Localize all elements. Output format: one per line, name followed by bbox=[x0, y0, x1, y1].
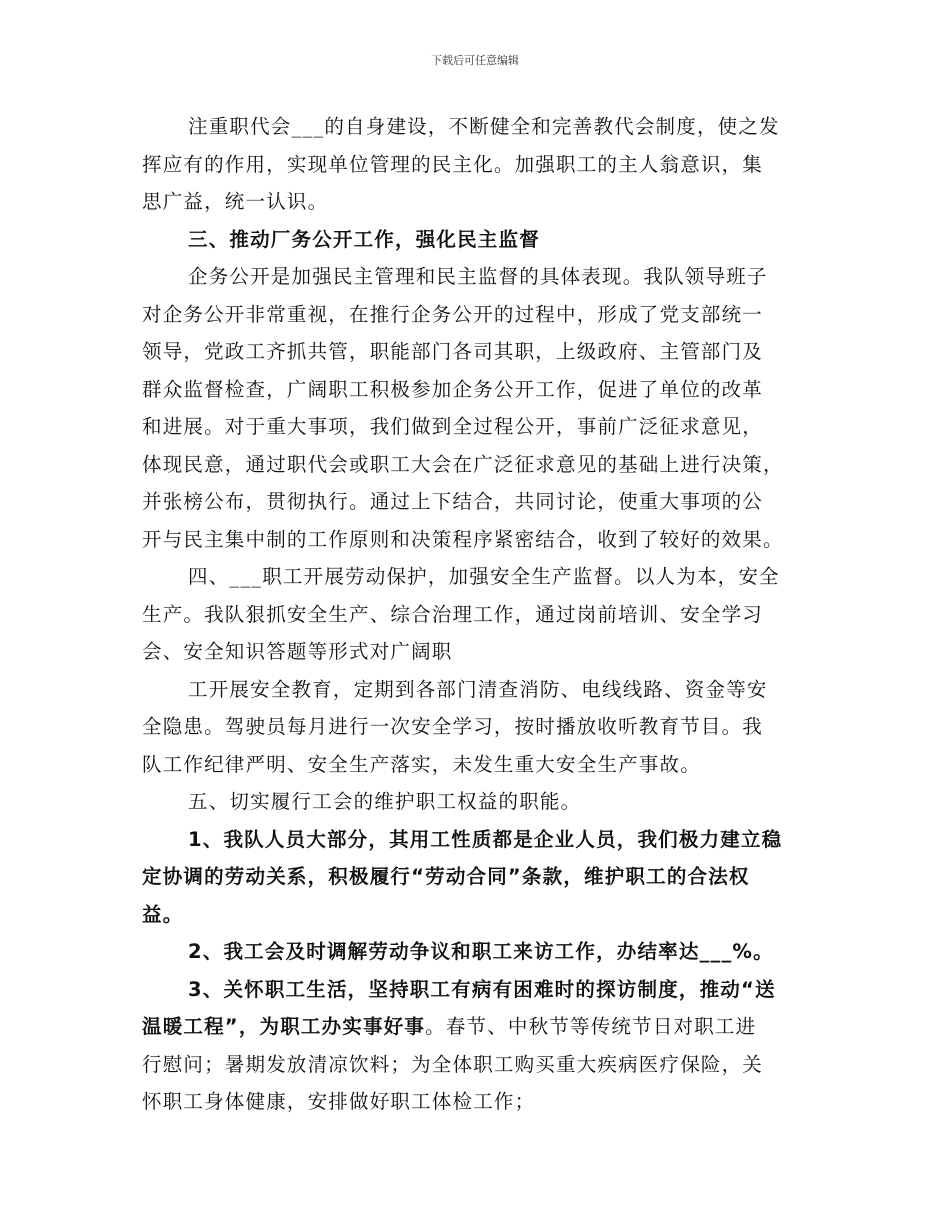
text-line: 企务公开是加强民主管理和民主监督的具体表现。我队领导班子 bbox=[188, 265, 768, 288]
text-line: 工开展安全教育，定期到各部门清查消防、电线线路、资金等安 bbox=[188, 677, 768, 701]
text-line: 3、关怀职工生活，坚持职工有病有困难时的探访制度，推动“送 bbox=[188, 977, 776, 1001]
paragraph-1 bbox=[142, 108, 808, 221]
item-1 bbox=[142, 821, 808, 934]
text-line: 益。 bbox=[142, 902, 184, 926]
plain-text: 。春节、中秋节等传统节日对职工进 bbox=[425, 1015, 757, 1038]
text-line: 1、我队人员大部分，其用工性质都是企业人员，我们极力建立稳 bbox=[188, 827, 783, 851]
item-2 bbox=[142, 933, 808, 971]
text-line: 和进展。对于重大事项，我们做到全过程公开，事前广泛征求意见， bbox=[142, 415, 764, 438]
text-line: 并张榜公布，贯彻执行。通过上下结合，共同讨论，使重大事项的公 bbox=[142, 490, 764, 513]
text-line: 行慰问；暑期发放清凉饮料；为全体职工购买重大疾病医疗保险，关 bbox=[142, 1052, 764, 1076]
text-line: 注重职代会___的自身建设，不断健全和完善教代会制度，使之发 bbox=[188, 115, 780, 138]
text-line: 2、我工会及时调解劳动争议和职工来访工作，办结率达___%。 bbox=[188, 940, 774, 963]
text-line: 怀职工身体健康，安排做好职工体检工作； bbox=[142, 1090, 536, 1113]
text-line: 生产。我队狠抓安全生产、综合治理工作，通过岗前培训、安全学习 bbox=[142, 602, 764, 626]
text-line: 体现民意，通过职代会或职工大会在广泛征求意见的基础上进行决策， bbox=[142, 452, 784, 476]
heading-text: 三、推动厂务公开工作，强化民主监督 bbox=[188, 227, 540, 251]
paragraph-4 bbox=[142, 671, 808, 784]
section-heading-5 bbox=[142, 783, 808, 821]
page-header: 下载后可任意编辑 bbox=[431, 54, 519, 67]
text-line: 领导，党政工齐抓共管，职能部门各司其职，上级政府、主管部门及 bbox=[142, 340, 764, 363]
text-line: 队工作纪律严明、安全生产落实，未发生重大安全生产事故。 bbox=[142, 752, 701, 776]
section-heading-3 bbox=[142, 221, 808, 259]
text-line: 思广益，统一认识。 bbox=[142, 190, 329, 213]
item-3 bbox=[142, 971, 808, 1121]
bold-text: 温暖工程”，为职工办实事好事 bbox=[142, 1015, 426, 1038]
text-line: 四、___职工开展劳动保护，加强安全生产监督。以人为本，安全 bbox=[188, 565, 780, 588]
paragraph-2 bbox=[142, 258, 808, 558]
text-line-mixed bbox=[142, 1008, 808, 1046]
document-body bbox=[142, 108, 808, 1121]
text-line: 定协调的劳动关系，积极履行“劳动合同”条款，维护职工的合法权 bbox=[142, 865, 750, 888]
text-line: 挥应有的作用，实现单位管理的民主化。加强职工的主人翁意识，集 bbox=[142, 152, 764, 176]
text-line: 群众监督检查，广阔职工积极参加企务公开工作，促进了单位的改革 bbox=[142, 377, 764, 401]
text-line: 对企务公开非常重视，在推行企务公开的过程中，形成了党支部统一 bbox=[142, 302, 764, 326]
text-line: 会、安全知识答题等形式对广阔职 bbox=[142, 640, 453, 663]
text-line: 开与民主集中制的工作原则和决策程序紧密结合，收到了较好的效果。 bbox=[142, 527, 784, 551]
text-line: 全隐患。驾驶员每月进行一次安全学习，按时播放收听教育节目。我 bbox=[142, 715, 764, 738]
heading-text: 五、切实履行工会的维护职工权益的职能。 bbox=[188, 790, 582, 813]
paragraph-3 bbox=[142, 558, 808, 671]
